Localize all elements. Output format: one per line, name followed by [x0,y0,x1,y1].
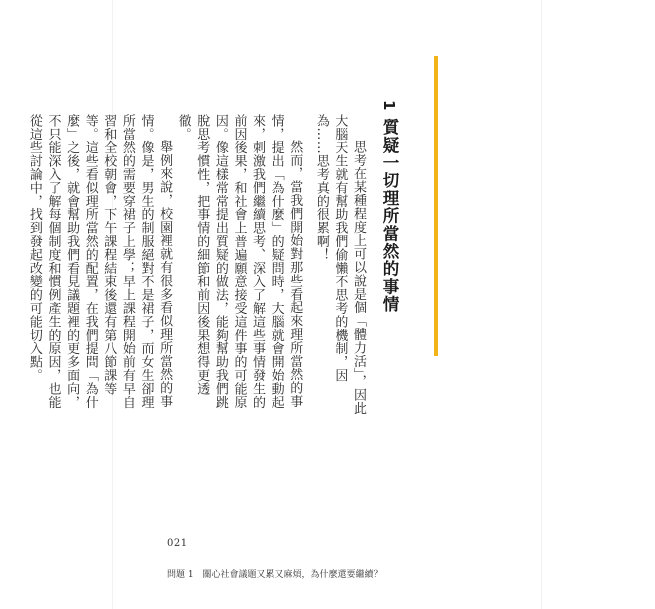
chapter-title [377,100,401,313]
chapter-title-text: 質疑一切理所當然的事情 [380,118,399,314]
chapter-number: 1 [380,100,398,112]
body-text [24,114,375,419]
footer-chapter: 問題 1 [167,570,194,580]
book-page [26,0,541,609]
accent-bar [434,56,438,356]
footer-title: 關心社會議題又累又麻煩，為什麼還要繼續？ [202,570,383,580]
paragraph-3: 舉例來說，校園裡就有很多看似理所當然的事情。像是，男生的制服絕對不是裙子，而女生卻理所當然的需要穿裙子上學；早上課程開始前有早自習和全校朝會，下午課程結束後還有第八節課等等。這些看似理所當然的配置，在我們提問「為什麼」之後，就會幫助我們看見議題裡的更多面向，不只能深入了解每個制度和慣例產生的原因，也能從這些討論中，找到發起改變的可能切入點。 [26,114,173,409]
paragraph-2: 然而，當我們開始對那些看起來理所當然的事情，提出「為什麼」的疑問時，大腦就會開始動起來，刺激我們繼續思考、深入了解這些事情發生的前因後果，和社會上普遍願意接受這件事的可能原因。像這樣常常提出質疑的做法，能夠幫助我們跳脫思考慣性，把事情的細節和前因後果想得更透徹。 [175,114,303,409]
paragraph-1: 思考在某種程度上可以說是個「體力活」，因此大腦天生就有幫助我們偷懶不思考的機制，因為……思考真的很累啊！ [313,114,366,415]
page-number: 021 [167,538,188,549]
running-footer [167,567,382,580]
